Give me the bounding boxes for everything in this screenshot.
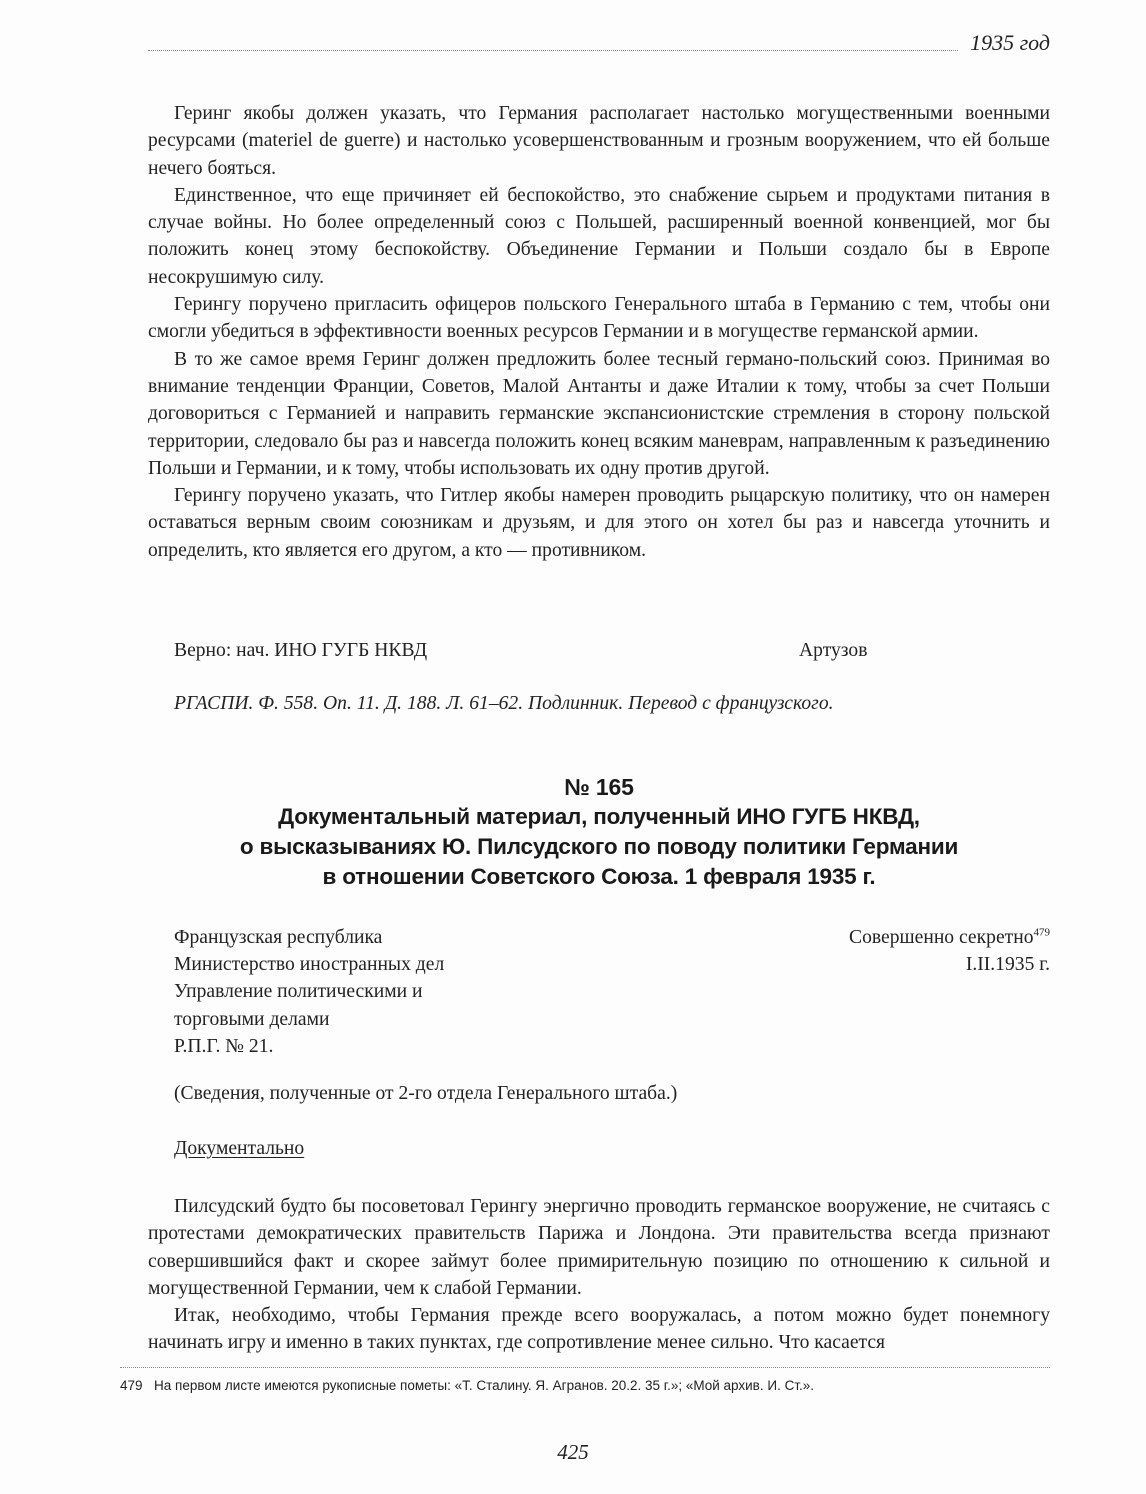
paragraph: Герингу поручено указать, что Гитлер якобы намерен проводить рыцарскую политику, что он намерен оставаться верным своим союзникам и друзьям, и для этого он хотел бы раз и навсегда уточнить и определить, кто является его другом, а кто — противником. <box>148 485 1050 561</box>
sender-line: торговыми делами <box>174 1008 330 1030</box>
page-number: 425 <box>557 1440 589 1464</box>
footnote-divider <box>120 1367 1050 1368</box>
signature-title: Верно: нач. ИНО ГУГБ НКВД <box>174 640 428 661</box>
paragraph: Герингу поручено пригласить офицеров польского Генерального штаба в Германию с тем, чтобы они смогли убедиться в эффективности военных ресурсов Германии и в могуществе германской армии. <box>148 294 1050 343</box>
footnote-ref[interactable]: 479 <box>1033 926 1050 939</box>
archival-source: РГАСПИ. Ф. 558. Оп. 11. Д. 188. Л. 61–62. Подлинник. Перевод с французского. <box>174 693 834 714</box>
sender-line: Р.П.Г. № 21. <box>174 1035 274 1057</box>
footnote-number: 479 <box>120 1378 143 1393</box>
document-title-line: о высказываниях Ю. Пилсудского по поводу политики Германии <box>239 834 959 859</box>
paragraph: Геринг якобы должен указать, что Германия располагает настолько могущественными военными ресурсами (materiel de guerre) и настолько усовершенствованным и грозным вооружением, что ей больше нечего бояться. <box>148 103 1050 179</box>
signature-name: Артузов <box>799 640 868 661</box>
classification-label: Совершенно секретно$^{479}$ <box>849 926 1050 948</box>
paragraph: Пилсудский будто бы посоветовал Герингу энергично проводить германское вооружение, не считаясь с протестами демократических правительств Парижа и Лондона. Эти правительства всегда признают совершившийся факт и скорее займут более примирительную позицию по отношению к сильной и могущественной Германии, чем к слабой Германии. <box>148 1196 1050 1299</box>
paragraph: Единственное, что еще причиняет ей беспокойство, это снабжение сырьем и продуктами питания в случае войны. Но более определенный союз с Польшей, расширенный военной конвенцией, мог бы положить конец этому беспокойству. Объединение Германии и Польши создало бы в Европе несокрушимую силу. <box>148 184 1050 288</box>
running-head-year: 1935 год <box>970 30 1050 55</box>
paragraph: Итак, необходимо, чтобы Германия прежде всего вооружалась, а потом можно будет понемногу начинать игру и именно в таких пунктах, где сопротивление менее сильно. Что касается <box>148 1305 1050 1354</box>
document-title-line: Документальный материал, полученный ИНО ГУГБ НКВД, <box>278 804 920 829</box>
sender-line: Управление политическими и <box>174 981 423 1003</box>
running-head <box>148 30 1050 56</box>
running-head-rule <box>148 50 958 51</box>
sender-line: Министерство иностранных дел <box>174 954 445 976</box>
paragraph: В то же самое время Геринг должен предложить более тесный германо-польский союз. Принимая во внимание тенденции Франции, Советов, Малой Антанты и даже Италии к тому, чтобы за счет Польши договориться с Германией и направить германские экспансионистские стремления в сторону польской территории, следовало бы раз и навсегда положить конец всяким маневрам, направленным к разъединению Польши и Германии, и к тому, чтобы использовать их одну против другой. <box>148 348 1050 479</box>
document-date: I.II.1935 г. <box>965 954 1050 976</box>
document-heading <box>148 772 1050 892</box>
top-body-text <box>148 100 1050 564</box>
signature-line <box>174 640 1050 662</box>
footnote-text: На первом листе имеются рукописные пометы: «Т. Сталину. Я. Агранов. 20.2. 35 г.»; «Мой архив. И. Ст.». <box>154 1378 815 1393</box>
sender-line: Французская республика <box>174 927 383 948</box>
footnote <box>120 1378 814 1393</box>
classification-block <box>849 924 1050 978</box>
document-body-text <box>148 1193 1050 1357</box>
source-note: (Сведения, полученные от 2-го отдела Генерального штаба.) <box>174 1083 678 1104</box>
document-sender-block <box>174 924 444 1060</box>
section-heading: Документально <box>174 1138 305 1159</box>
document-number: № 165 <box>564 774 634 800</box>
document-title-line: в отношении Советского Союза. 1 февраля 1935 г. <box>322 864 876 889</box>
